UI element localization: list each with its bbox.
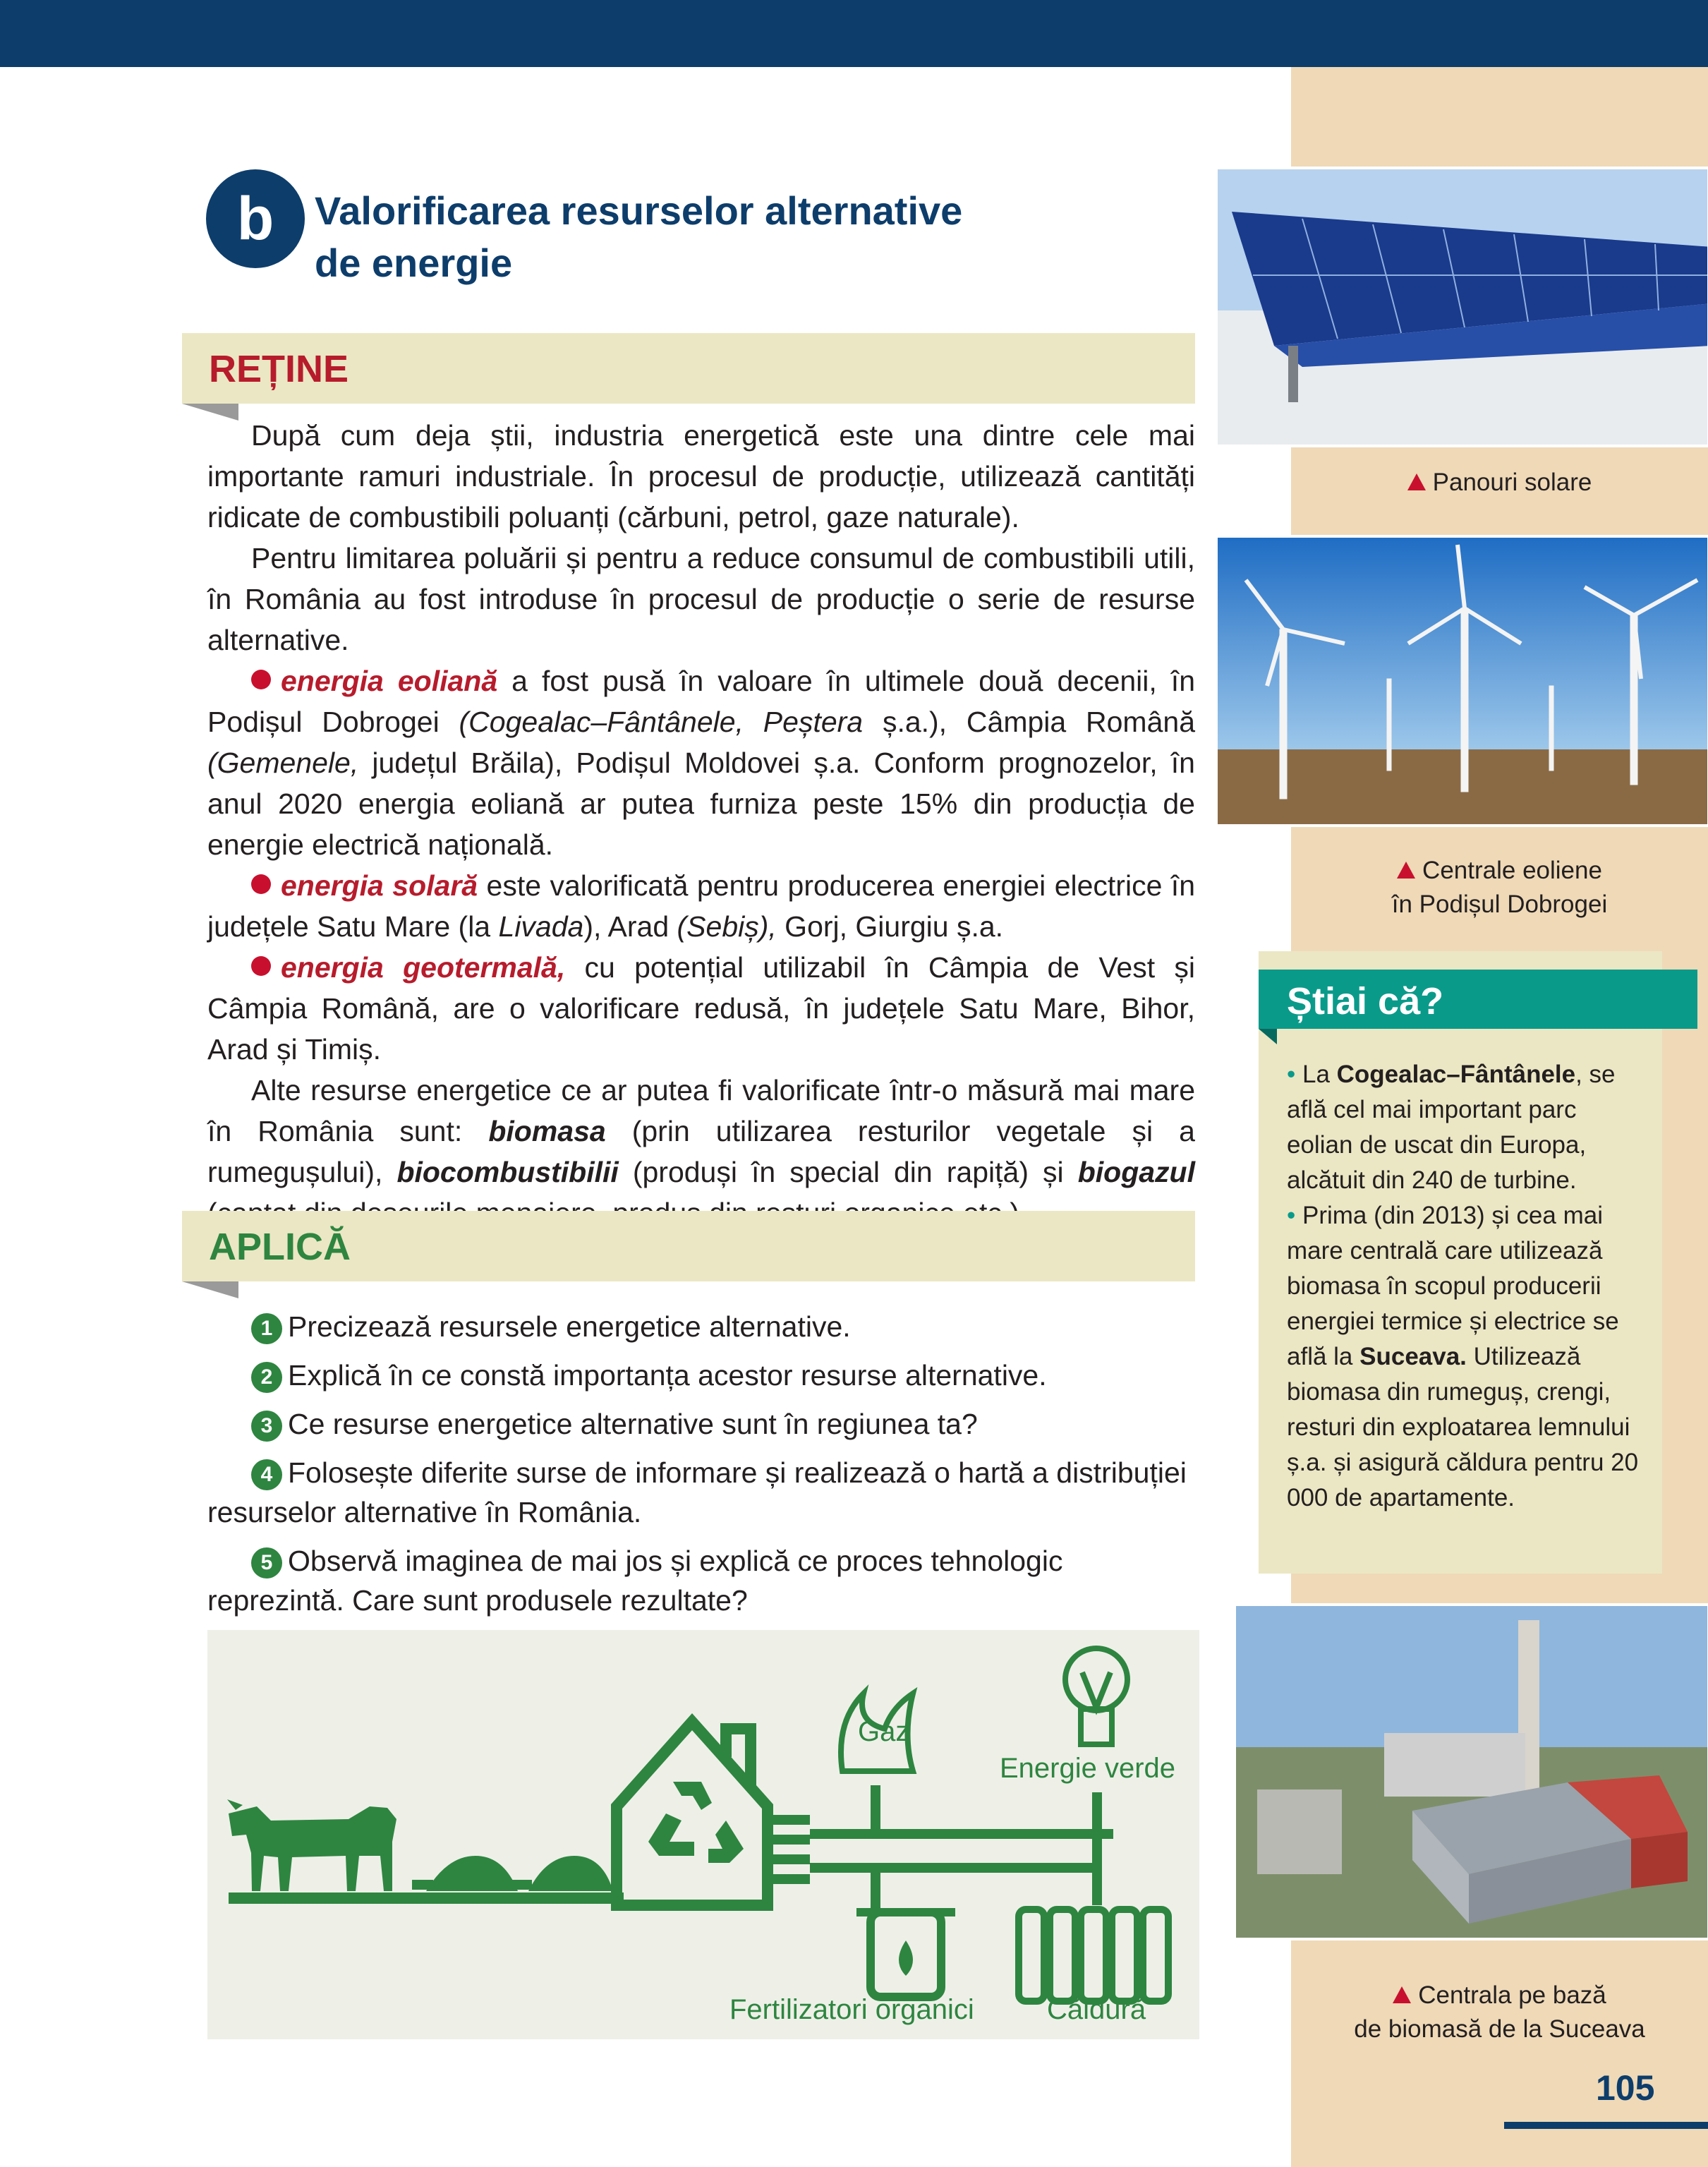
task-number-badge: 4	[251, 1459, 282, 1490]
solar-panels-image	[1218, 169, 1708, 447]
section-title-line1: Valorificarea resurselor alternative	[315, 188, 963, 233]
pipe	[810, 1829, 1113, 1839]
triangle-marker-icon	[1407, 473, 1426, 490]
biogas-diagram	[207, 1630, 1199, 2039]
did-you-know-header	[1259, 970, 1697, 1029]
section-letter: b	[236, 184, 274, 253]
fact-item: • La Cogealac–Fântânele, se află cel mai important parc eolian de uscat din Europa, alcătuit din 240 de turbine.	[1287, 1061, 1616, 1194]
heat-label: Căldură	[1047, 1994, 1146, 2025]
biogas-process-graphic	[207, 1630, 1199, 2039]
aplica-heading: APLICĂ	[209, 1226, 351, 1268]
green-energy-label: Energie verde	[1000, 1753, 1176, 1784]
retine-banner	[182, 333, 1195, 404]
wind-caption: Centrale eoliene în Podișul Dobrogei	[1391, 857, 1608, 918]
bullet-icon	[251, 874, 271, 894]
retine-body	[207, 415, 1195, 1233]
did-you-know-box	[1259, 951, 1662, 1574]
radiator-icon	[1019, 1909, 1168, 2001]
section-title-line2: de energie	[315, 241, 513, 285]
task-number-badge: 1	[251, 1313, 282, 1344]
cow-icon	[227, 1799, 396, 1891]
biomass-plant-image	[1236, 1606, 1708, 1940]
solar-caption: Panouri solare	[1291, 466, 1708, 500]
conveyor-belt	[229, 1893, 624, 1904]
aplica-banner	[182, 1211, 1195, 1281]
biomass-plant-photo	[1233, 1603, 1708, 1940]
triangle-marker-icon	[1397, 862, 1415, 879]
task-number-badge: 5	[251, 1547, 282, 1579]
task-item: 3 Ce resurse energetice alternative sunt în regiunea ta?	[207, 1404, 1195, 1444]
task-number-badge: 3	[251, 1411, 282, 1442]
bullet-wind: energia eoliană a fost pusă în valoare în ultimele două decenii, în Podișul Dobrogei (Cogealac–Fântânele, Peștera ș.a.), Câmpia Română (Gemenele, județul Brăila), Podișul Moldovei ș.a. Conform prognozelor, în anul 2020 energia eoliană ar putea furniza peste 15% din producția de energie electrică națională.	[207, 665, 1195, 861]
did-you-know-text	[1287, 1057, 1645, 1516]
manure-piles-icon	[412, 1856, 613, 1891]
header-fold	[1259, 1029, 1277, 1044]
wind-farm-photo	[1215, 535, 1708, 827]
task-item: 4 Folosește diferite surse de informare și realizează o hartă a distribuției resurselor alternative în România.	[207, 1456, 1187, 1528]
wind-turbines-image	[1218, 538, 1708, 827]
paragraph: Pentru limitarea poluării și pentru a reduce consumul de combustibili utili, în România au fost introduse în procesul de producție o serie de resurse alternative.	[207, 542, 1195, 656]
gas-label: Gaz	[858, 1716, 910, 1747]
banner-fold	[182, 1281, 238, 1298]
fertilizers-label: Fertilizatori organici	[729, 1994, 974, 2025]
leaf-icon	[899, 1940, 913, 1976]
bullet-icon	[251, 670, 271, 689]
solar-panels-photo	[1215, 167, 1708, 447]
paragraph: Alte resurse energetice ce ar putea fi valorificate într-o măsură mai mare în România sunt: biomasa (prin utilizarea resturilor vegetale și a rumegușului), biocombustibilii (produși în special din rapiță) și biogazul	[207, 1074, 1195, 1188]
bullet-icon	[251, 956, 271, 976]
page-number: 105	[1596, 2068, 1655, 2108]
task-list	[207, 1307, 1195, 1629]
task-item: 2 Explică în ce constă importanța acestor resurse alternative.	[207, 1356, 1195, 1395]
page-number-underline	[1504, 2122, 1708, 2129]
retine-heading: REȚINE	[209, 348, 349, 390]
paragraph: După cum deja știi, industria energetică este una dintre cele mai importante ramuri industriale. În procesul de producție, utilizează cantități ridicate de combustibili poluanți (cărbuni, petrol, gaze naturale).	[207, 419, 1195, 533]
section-badge	[206, 169, 305, 268]
recycle-icon	[648, 1782, 744, 1863]
bullet-geothermal: energia geotermală, cu potențial utilizabil în Câmpia de Vest și Câmpia Română, are o valorificare redusă, în județele Satu Mare, Bihor, Arad și Timiș.	[207, 951, 1195, 1066]
task-item: 1 Precizează resursele energetice alternative.	[207, 1307, 1195, 1346]
bullet-solar: energia solară este valorificată pentru producerea energiei electrice în județele Satu Mare (la Livada), Arad (Sebiș), Gorj, Giurgiu ș.a.	[207, 869, 1196, 943]
task-number-badge: 2	[251, 1362, 282, 1393]
task-item: 5 Observă imaginea de mai jos și explică ce proces tehnologic reprezintă. Care sunt produsele rezultate?	[207, 1545, 1063, 1617]
light-bulb-icon	[1065, 1648, 1127, 1744]
triangle-marker-icon	[1393, 1986, 1411, 2003]
section-title	[315, 185, 1161, 289]
did-you-know-title: Știai că?	[1287, 980, 1444, 1022]
digester-house-icon	[617, 1722, 768, 1905]
biomass-caption: Centrala pe bază de biomasă de la Suceava	[1354, 1981, 1645, 2043]
fact-item: • Prima (din 2013) și cea mai mare centrală care utilizează biomasa în scopul producerii energiei termice și electrice se află la Suceava. Utilizează biomasa din rumeguș, crengi, resturi din exploatarea lemnului ș.a. și asigură căldura pentru 20 000 de apartamente.	[1287, 1202, 1639, 1511]
top-bar	[0, 0, 1708, 67]
pipe	[810, 1863, 1092, 1873]
